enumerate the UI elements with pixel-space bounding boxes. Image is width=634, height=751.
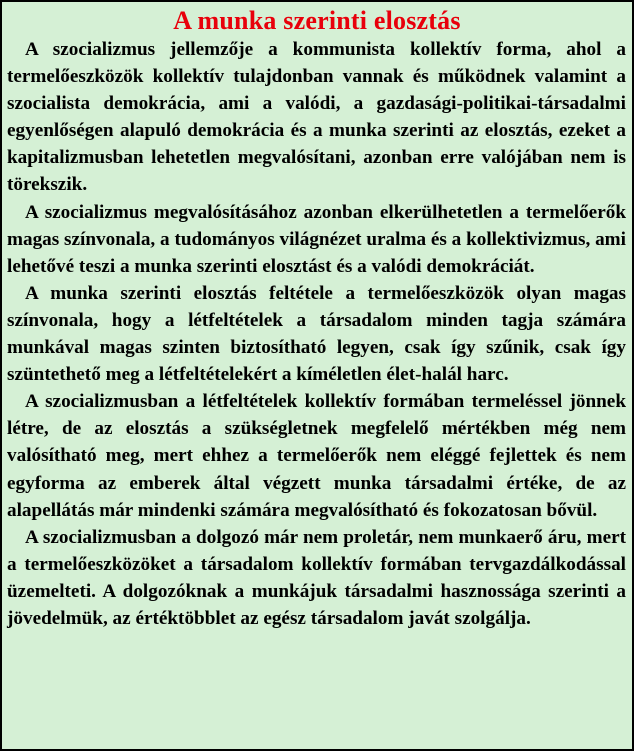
paragraph-5: A szocializmusban a dolgozó már nem proletár, nem munkaerő áru, mert a termelőeszközöket a társadalom kollektív formában tervgazdálkodással üzemelteti. A dolgozóknak a munkájuk társadalmi hasznossága szerinti a jövedelmük, az értéktöbblet az egész társadalom javát szolgálja. [7,526,626,629]
paragraph-4: A szocializmusban a létfeltételek kollektív formában termeléssel jönnek létre, de az elosztás a szükségletnek megfelelő mértékben még nem valósítható meg, mert ehhez a termelőerők nem eléggé fejlettek és nem egyforma az emberek által végzett munka társadalmi értéke, de az alapellátás már mindenki számára megvalósítható és fokozatosan bővül. [7,391,626,521]
page-title: A munka szerinti elosztás [173,6,461,35]
paragraph-2: A szocializmus megvalósításához azonban elkerülhetetlen a termelőerők magas színvonala, a tudományos világnézet uralma és a kollektivizmus, ami lehetővé teszi a munka szerinti elosztást és a valódi demokráciát. [7,201,626,277]
document-body [2,36,632,632]
paragraph-3: A munka szerinti elosztás feltétele a termelőeszközök olyan magas színvonala, hogy a létfeltételek a társadalom minden tagja számára munkával magas szinten biztosítható legyen, csak így szűnik, csak így szüntethető meg a létfeltételekért a kíméletlen élet-halál harc. [7,282,626,386]
paragraph-1: A szocializmus jellemzője a kommunista kollektív forma, ahol a termelőeszközök kollektív tulajdonban vannak és működnek valamint a szocialista demokrácia, ami a valódi, a gazdasági-politikai-társadalmi egyenlőségen alapuló demokrácia és a munka szerinti az elosztás, ezeket a kapitalizmusban lehetetlen megvalósítani, azonban erre valójában nem is törekszik. [7,39,626,196]
